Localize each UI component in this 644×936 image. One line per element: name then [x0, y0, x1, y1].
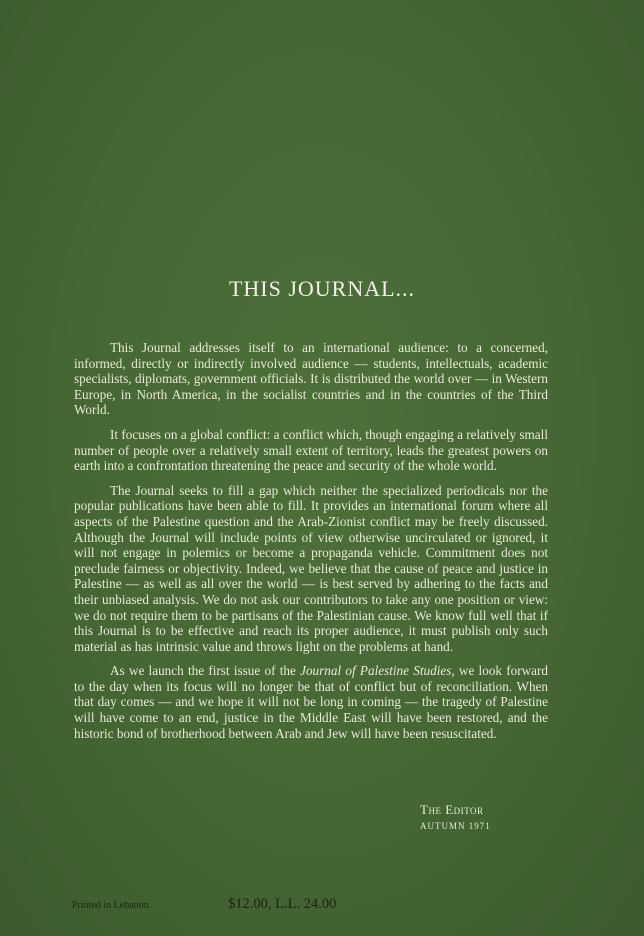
paragraph-3: The Journal seeks to fill a gap which neither the specialized periodicals nor the popular publications have been able to fill. It provides an international forum where all aspects of the Palestine question and the Arab-Zionist conflict may be freely discussed. Although the Journal will include points of view otherwise uncirculated or ignored, it will not engage in polemics or become a propaganda vehicle. Commitment does not preclude fairness or objectivity. Indeed, we believe that the cause of peace and justice in Palestine — as well as all over the world — is best served by adhering to the facts and their unbiased analysis. We do not ask our contributors to take any one position or view: we do not require them to be partisans of the Palestinian cause. We know full well that if this Journal is to be effective and reach its proper audience, it must publish only such material as has intrinsic value and throws light on the problems at hand. [74, 482, 548, 654]
paragraph-4-intro: As we launch the first issue of the [110, 663, 301, 679]
journal-name: Journal of Palestine Studies [300, 663, 452, 679]
paragraph-1: This Journal addresses itself to an international audience: to a concerned, informed, directly or indirectly involved audience — students, intellectuals, academic specialists, diplomats, government officials. It is distributed the world over — in Western Europe, in North America, in the socialist countries and in the countries of the Third World. [74, 340, 548, 418]
price-label: $12.00, L.L. 24.00 [228, 896, 337, 912]
signature-block [420, 802, 560, 831]
paragraph-4 [74, 663, 548, 741]
printed-in-note: Printed in Lebanon. [72, 900, 152, 911]
paragraph-4-rest: , we look forward to the day when its focus will no longer be that of conflict but of reconciliation. When that day comes — and we hope it will not be long in coming — the tragedy of Palestine will have come to an end, justice in the Middle East will have been restored, and the historic bond of brotherhood between Arab and Jew will have been resuscitated. [74, 663, 549, 741]
editorial-text [74, 340, 548, 750]
paragraph-2: It focuses on a global conflict: a conflict which, though engaging a relatively small number of people over a relatively small extent of territory, leads the greatest powers on earth into a confrontation threatening the peace and security of the whole world. [74, 426, 548, 474]
signature-name: The Editor [420, 802, 484, 817]
page-title: THIS JOURNAL... [228, 276, 416, 301]
signature-date: AUTUMN 1971 [420, 821, 491, 831]
